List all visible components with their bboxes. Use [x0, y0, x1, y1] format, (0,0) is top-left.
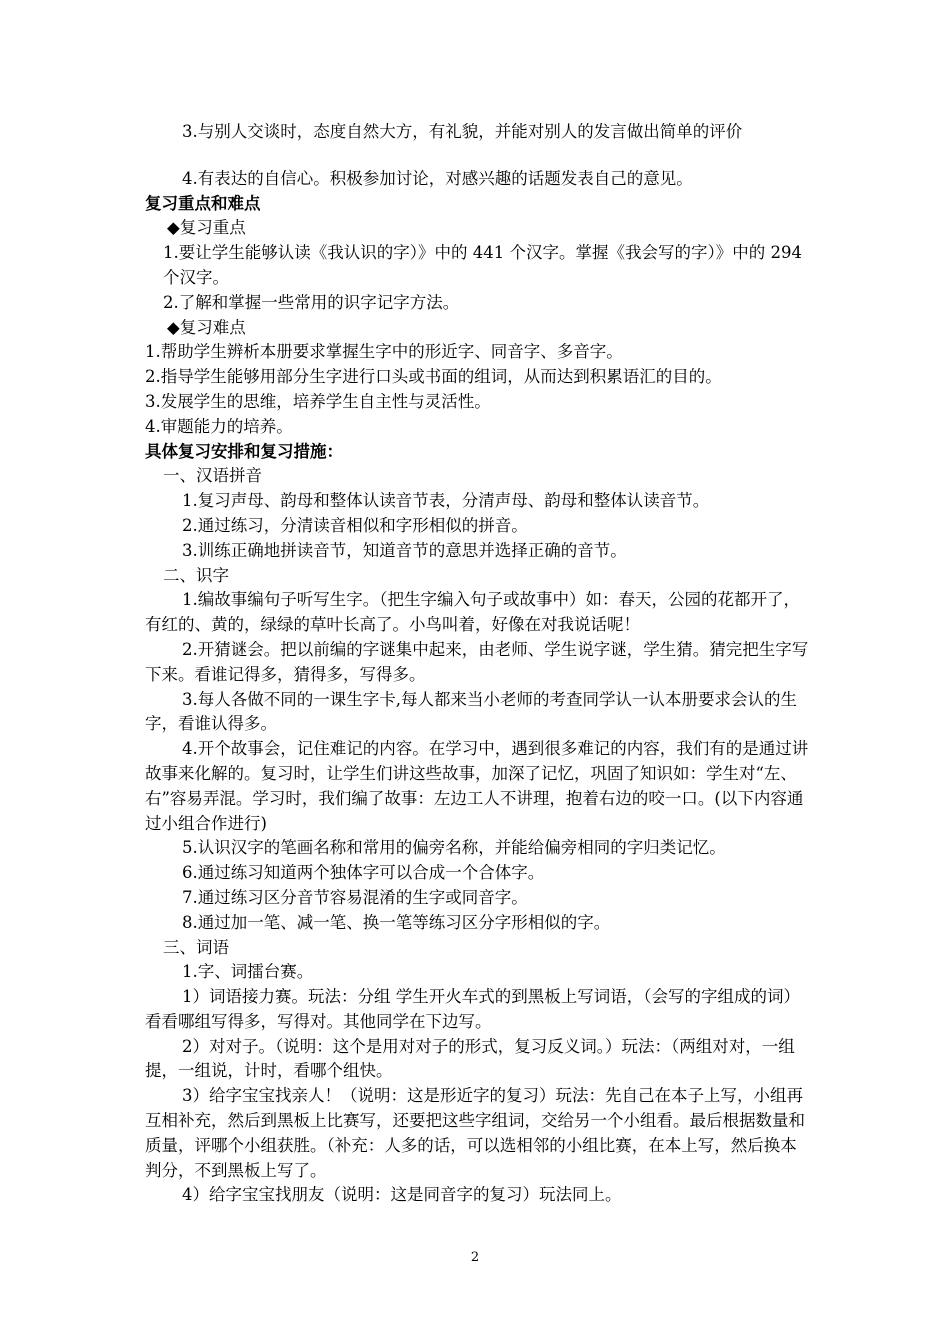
paragraph: 4.审题能力的培养。	[145, 416, 293, 436]
paragraph: 一、汉语拼音	[163, 466, 262, 486]
paragraph: 5.认识汉字的笔画名称和常用的偏旁名称，并能给偏旁相同的字归类记忆。	[182, 838, 726, 858]
paragraph: 1.复习声母、韵母和整体认读音节表，分清声母、韵母和整体认读音节。	[182, 491, 710, 511]
paragraph: 2）对对子。（说明：这个是用对对子的形式，复习反义词。）玩法：（两组对对，一组提，一组说，计时，看哪个组快。	[145, 1036, 795, 1081]
paragraph: 4.开个故事会，记住难记的内容。在学习中，遇到很多难记的内容，我们有的是通过讲故事来化解的。复习时，让学生们讲这些故事，加深了记忆，巩固了知识如：学生对“左、右”容易弄混。学习时，我们编了故事：左边工人不讲理，抱着右边的咬一口。(以下内容通过小组合作进行)	[145, 739, 809, 833]
document-body	[145, 120, 810, 1208]
paragraph: 1.字、词擂台赛。	[182, 962, 314, 982]
paragraph: 3.发展学生的思维，培养学生自主性与灵活性。	[145, 391, 491, 411]
section-heading: 复习重点和难点	[145, 193, 261, 213]
paragraph: 7.通过练习区分音节容易混淆的生字或同音字。	[182, 887, 528, 907]
paragraph: 6.通过练习知道两个独体字可以合成一个合体字。	[182, 863, 545, 883]
paragraph: 3.每人各做不同的一课生字卡,每人都来当小老师的考查同学认一认本册要求会认的生字，看谁认得多。	[145, 689, 797, 734]
paragraph: 1.要让学生能够认读《我认识的字）》中的 441 个汉字。掌握《我会写的字）》中的 294 个汉字。	[163, 243, 802, 287]
paragraph: 2.开猜谜会。把以前编的字谜集中起来，由老师、学生说字谜，学生猜。猜完把生字写下来。看谁记得多，猜得多，写得多。	[145, 639, 809, 684]
paragraph: 3.与别人交谈时，态度自然大方，有礼貌，并能对别人的发言做出简单的评价	[182, 122, 743, 141]
paragraph: 8.通过加一笔、减一笔、换一笔等练习区分字形相似的字。	[182, 912, 611, 932]
paragraph: ◆复习重点	[167, 218, 246, 238]
paragraph: 二、识字	[163, 565, 229, 585]
paragraph: 1.帮助学生辨析本册要求掌握生字中的形近字、同音字、多音字。	[145, 342, 623, 362]
paragraph: 4.有表达的自信心。积极参加讨论，对感兴趣的话题发表自己的意见。	[182, 168, 693, 188]
blank-line	[145, 145, 810, 167]
paragraph: 4）给字宝宝找朋友（说明：这是同音字的复习）玩法同上。	[182, 1185, 622, 1205]
section-heading: 具体复习安排和复习措施：	[145, 441, 343, 461]
paragraph: 1）词语接力赛。玩法：分组 学生开火车式的到黑板上写词语，（会写的字组成的词）看看哪组写得多，写得对。其他同学在下边写。	[145, 987, 800, 1031]
paragraph: 1.编故事编句子听写生字。（把生字编入句子或故事中）如：春天，公园的花都开了，有红的、黄的，绿绿的草叶长高了。小鸟叫着，好像在对我说话呢！	[145, 590, 800, 635]
paragraph: 3）给字宝宝找亲人！（说明：这是形近字的复习）玩法：先自己在本子上写，小组再互相补充，然后到黑板上比赛写，还要把这些字组词，交给另一个小组看。最后根据数量和质量，评哪个小组获胜。（补充：人多的话，可以选相邻的小组比赛，在本上写，然后换本判分，不到黑板上写了。	[145, 1086, 805, 1180]
paragraph: 2.指导学生能够用部分生字进行口头或书面的组词，从而达到积累语汇的目的。	[145, 367, 722, 387]
paragraph: 三、词语	[163, 937, 229, 957]
page-number: 2	[470, 1250, 480, 1265]
paragraph: 2.通过练习，分清读音相似和字形相似的拼音。	[182, 515, 528, 535]
paragraph: 2.了解和掌握一些常用的识字记字方法。	[163, 292, 460, 312]
paragraph: ◆复习难点	[167, 317, 246, 337]
paragraph: 3.训练正确地拼读音节，知道音节的意思并选择正确的音节。	[182, 540, 627, 560]
